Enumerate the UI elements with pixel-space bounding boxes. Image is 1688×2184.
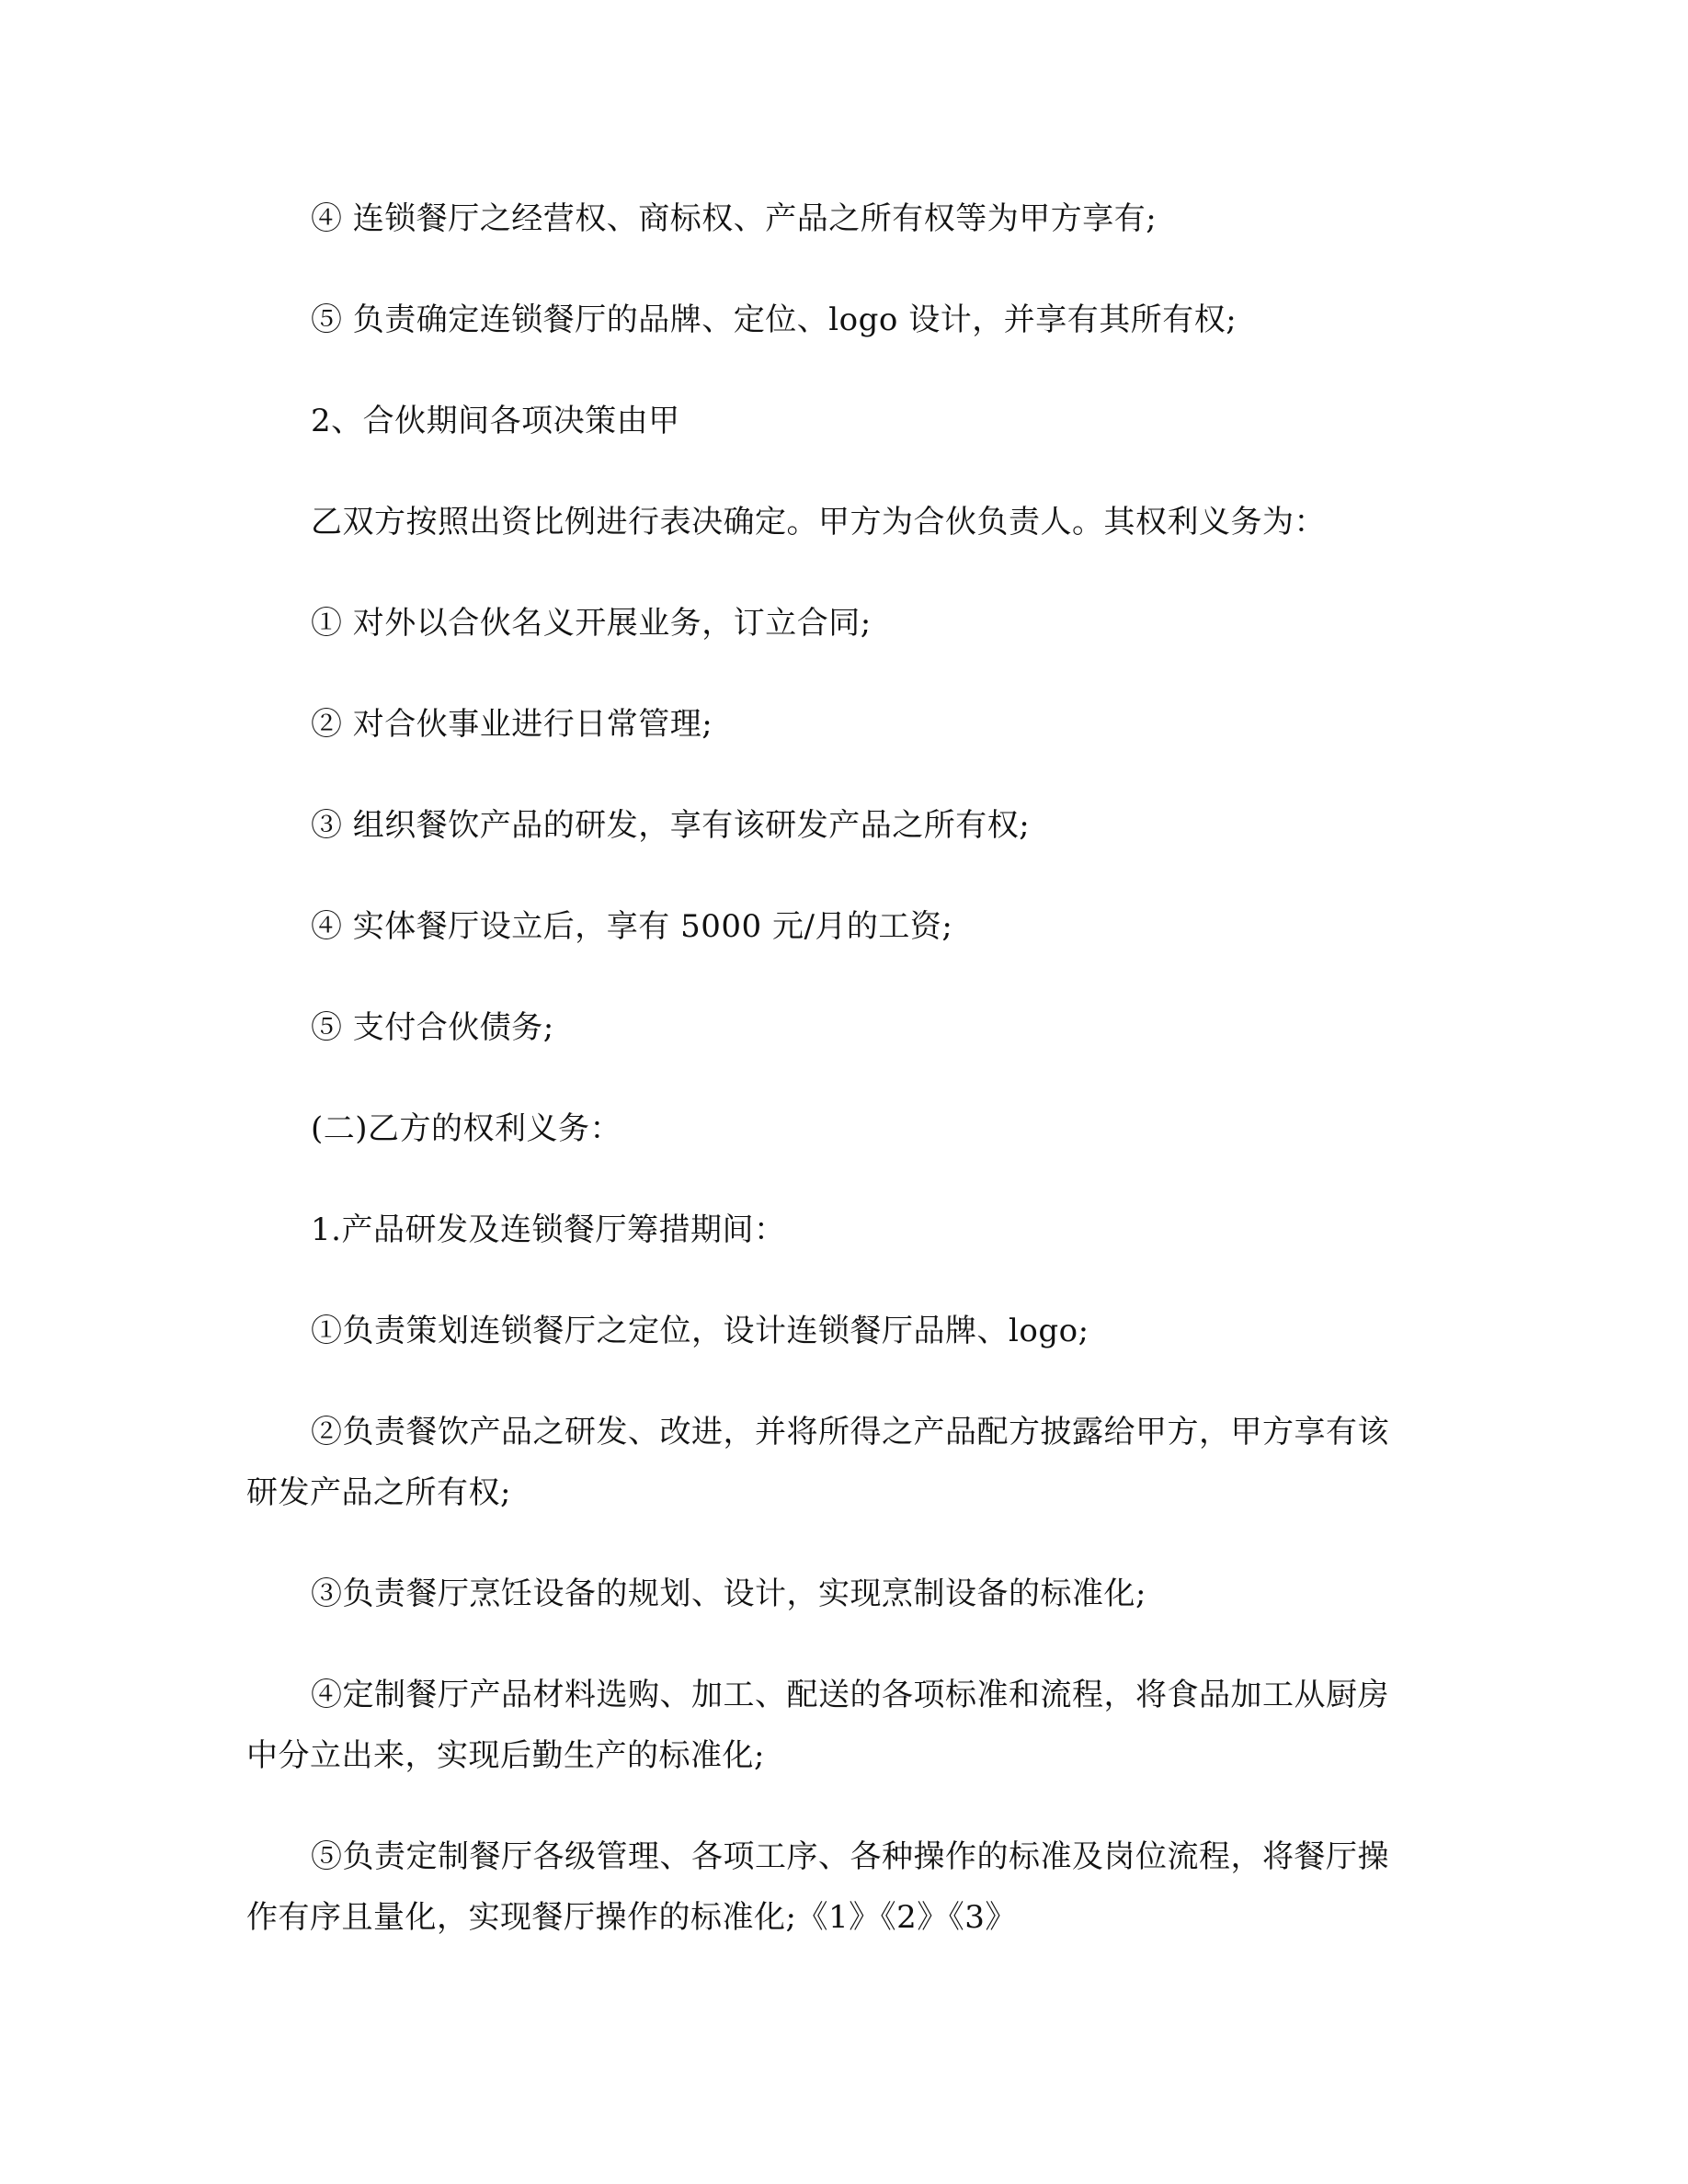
paragraph-line-item-2-daily-management: ② 对合伙事业进行日常管理; [311,706,713,743]
paragraph-line-yi-item-5-operations: ⑤负责定制餐厅各级管理、各项工序、各种操作的标准及岗位流程，将餐厅操 [311,1838,1389,1875]
paragraph-line-yi-item-5-continued: 作有序且量化，实现餐厅操作的标准化;《1》《2》《3》 [246,1899,1017,1936]
paragraph-line-item-4-salary: ④ 实体餐厅设立后，享有 5000 元/月的工资; [311,908,953,945]
paragraph-line-item-5-debts: ⑤ 支付合伙债务; [311,1009,554,1046]
subsection-heading-rnd-period: 1.产品研发及连锁餐厅筹措期间： [311,1211,786,1248]
paragraph-line-yi-item-4-continued: 中分立出来，实现后勤生产的标准化; [246,1737,765,1774]
paragraph-line-item-1-external-business: ① 对外以合伙名义开展业务，订立合同; [311,605,872,642]
paragraph-line-section-2-heading: 2、合伙期间各项决策由甲 [311,403,680,439]
section-heading-yifang-rights: (二)乙方的权利义务： [311,1110,622,1147]
paragraph-line-yi-item-2-rnd: ②负责餐饮产品之研发、改进，并将所得之产品配方披露给甲方，甲方享有该 [311,1414,1389,1450]
paragraph-line-yi-item-3-equipment: ③负责餐厅烹饪设备的规划、设计，实现烹制设备的标准化; [311,1575,1146,1612]
paragraph-line-yi-item-1-positioning: ①负责策划连锁餐厅之定位，设计连锁餐厅品牌、logo; [311,1313,1089,1349]
paragraph-line-item-3-product-rnd: ③ 组织餐饮产品的研发，享有该研发产品之所有权; [311,807,1031,844]
paragraph-line-voting: 乙双方按照出资比例进行表决确定。甲方为合伙负责人。其权利义务为： [311,504,1326,540]
paragraph-line-yi-item-2-continued: 研发产品之所有权; [246,1474,511,1511]
paragraph-line-item-4-jiafang-rights: ④ 连锁餐厅之经营权、商标权、产品之所有权等为甲方享有; [311,200,1158,237]
paragraph-line-item-5-brand-logo: ⑤ 负责确定连锁餐厅的品牌、定位、logo 设计，并享有其所有权; [311,301,1237,338]
paragraph-line-yi-item-4-materials: ④定制餐厅产品材料选购、加工、配送的各项标准和流程，将食品加工从厨房 [311,1677,1389,1713]
